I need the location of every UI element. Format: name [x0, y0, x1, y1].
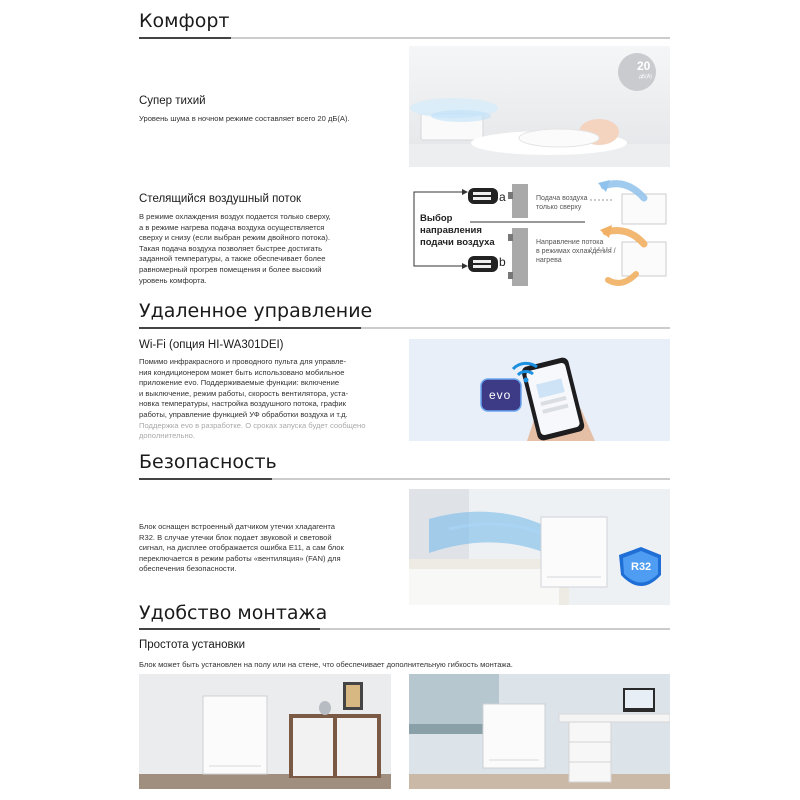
noise-badge-unit: дБ(A) [639, 74, 652, 80]
airflow-line: а в режиме нагрева подача воздуха осуществляется [139, 222, 325, 232]
bedroom-safety-image [409, 489, 670, 605]
airflow-line: уровень комфорта. [139, 275, 207, 285]
safety-text [139, 522, 344, 575]
install-text: Блок может быть установлен на полу или на стене, что обеспечивает дополнительную гибкость монтажа. [139, 660, 513, 669]
remote-line: новка температуры, настройка воздушного потока, график [139, 399, 346, 409]
airflow-line: Такая подача воздуха позволяет быстрее достигать [139, 243, 323, 253]
airflow-text [139, 212, 331, 286]
option-b-description [536, 238, 616, 265]
sleeping-baby-image [409, 46, 670, 167]
wall-mount-image [409, 674, 670, 789]
selector-line: подачи воздуха [420, 237, 495, 248]
section-divider [139, 478, 670, 480]
airflow-heading: Стелящийся воздушный поток [139, 193, 301, 205]
remote-note-line: дополнительно. [139, 431, 195, 441]
remote-line: работы, управление функцией УФ обработки воздуха и т.д. [139, 409, 348, 419]
safety-line: переключается в режим работы «вентиляция» (FAN) для [139, 553, 341, 563]
airflow-line: В режиме охлаждения воздух подается только сверху, [139, 212, 331, 221]
remote-note-line: Поддержка evo в разработке. О сроках запуска будет сообщено [139, 420, 366, 430]
option-a-description [536, 194, 588, 212]
quiet-heading: Супер тихий [139, 95, 206, 107]
airflow-selector-label [420, 213, 495, 249]
section-title-remote: Удаленное управление [139, 300, 373, 322]
safety-line: сигнал, на дисплее отображается ошибка E11, а сам блок [139, 543, 344, 553]
airflow-line: заданной температуры, а также обеспечивает более [139, 254, 326, 264]
option-a-label: a [499, 190, 506, 204]
safety-line: Блок оснащен встроенный датчиком утечки хладагента [139, 522, 335, 531]
option-b-label: b [499, 255, 506, 269]
label-line: Подача воздуха [536, 195, 588, 202]
remote-line: и выключение, режим работы, скорость вентилятора, уста- [139, 388, 349, 398]
evo-logo: evo [489, 388, 512, 402]
floor-mount-image [139, 674, 391, 789]
section-title-install: Удобство монтажа [139, 602, 328, 624]
label-line: в режимах охлаждения / [536, 248, 616, 255]
airflow-line: равномерный прогрев помещения и более высокий [139, 264, 322, 274]
remote-line: Помимо инфракрасного и проводного пульта для управле- [139, 357, 347, 366]
label-line: нагрева [536, 257, 562, 264]
section-title-safety: Безопасность [139, 451, 277, 473]
section-divider [139, 37, 670, 39]
remote-line: ния кондиционером может быть использовано мобильное [139, 367, 345, 377]
safety-line: обеспечения безопасности. [139, 564, 237, 574]
r32-shield-label: R32 [631, 561, 652, 573]
remote-text [139, 357, 365, 442]
label-line: Направление потока [536, 239, 604, 246]
label-line: только сверху [536, 204, 582, 211]
airflow-line: сверху и снизу (если выбран режим двойного потока). [139, 233, 330, 243]
airflow-diagram [400, 178, 670, 293]
mobile-app-image [409, 339, 670, 441]
selector-line: направления [420, 225, 482, 236]
remote-line: приложение evo. Поддерживаемые функции: включение [139, 378, 340, 388]
section-divider [139, 628, 670, 630]
quiet-text: Уровень шума в ночном режиме составляет всего 20 дБ(A). [139, 114, 350, 123]
install-heading: Простота установки [139, 639, 246, 651]
wifi-heading: Wi-Fi (опция HI-WA301DEI) [139, 339, 284, 351]
noise-badge-value: 20 [637, 59, 651, 73]
selector-line: Выбор [420, 213, 453, 224]
section-title-comfort: Комфорт [139, 10, 230, 32]
section-divider [139, 327, 670, 329]
safety-line: R32. В случае утечки блок подает звуковой и световой [139, 532, 332, 542]
